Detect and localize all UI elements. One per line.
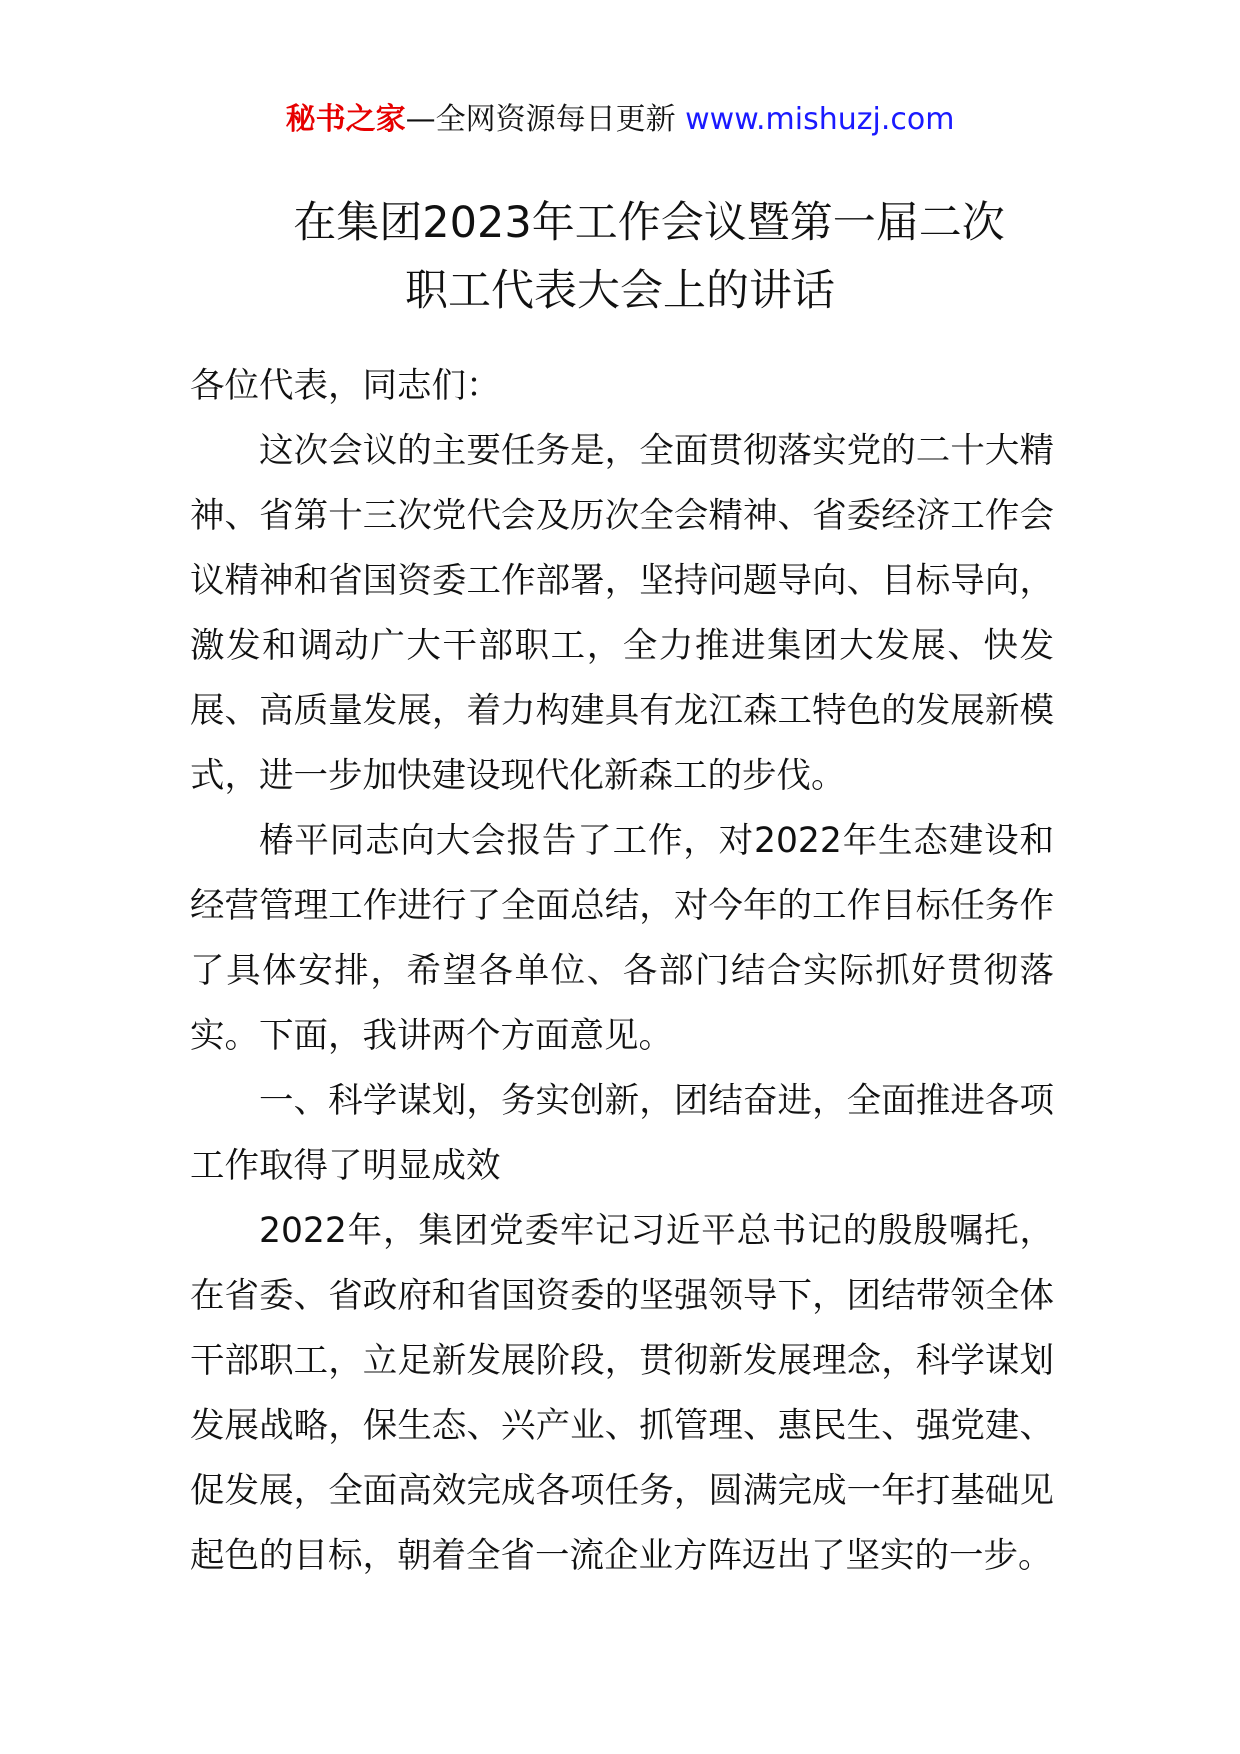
document-body: [190, 354, 1054, 1589]
title-line-1: 在集团2023年工作会议暨第一届二次: [293, 197, 1005, 248]
salutation: 各位代表，同志们：: [190, 366, 501, 406]
header-tagline: —全网资源每日更新: [405, 102, 686, 137]
site-header: [0, 100, 1240, 140]
title-line-2: 职工代表大会上的讲话: [405, 265, 835, 316]
site-url-link[interactable]: www.mishuzj.com: [685, 102, 955, 137]
paragraph-report-summary: 椿平同志向大会报告了工作，对2022年生态建设和经营管理工作进行了全面总结，对今年的工作目标任务作了具体安排，希望各单位、各部门结合实际抓好贯彻落实。下面，我讲两个方面意见。: [190, 821, 1054, 1056]
document-title: [190, 189, 1050, 325]
brand-name: 秘书之家: [285, 102, 406, 137]
paragraph-meeting-tasks: 这次会议的主要任务是，全面贯彻落实党的二十大精神、省第十三次党代会及历次全会精神、省委经济工作会议精神和省国资委工作部署，坚持问题导向、目标导向，激发和调动广大干部职工，全力推进集团大发展、快发展、高质量发展，着力构建具有龙江森工特色的发展新模式，进一步加快建设现代化新森工的步伐。: [190, 431, 1054, 796]
paragraph-2022-achievements: 2022年，集团党委牢记习近平总书记的殷殷嘱托，在省委、省政府和省国资委的坚强领导下，团结带领全体干部职工，立足新发展阶段，贯彻新发展理念，科学谋划发展战略，保生态、兴产业、抓管理、惠民生、强党建、促发展，全面高效完成各项任务，圆满完成一年打基础见起色的目标，朝着全省一流企业方阵迈出了坚实的一步。: [190, 1211, 1054, 1576]
section-heading-1: 一、科学谋划，务实创新，团结奋进，全面推进各项工作取得了明显成效: [190, 1081, 1054, 1186]
